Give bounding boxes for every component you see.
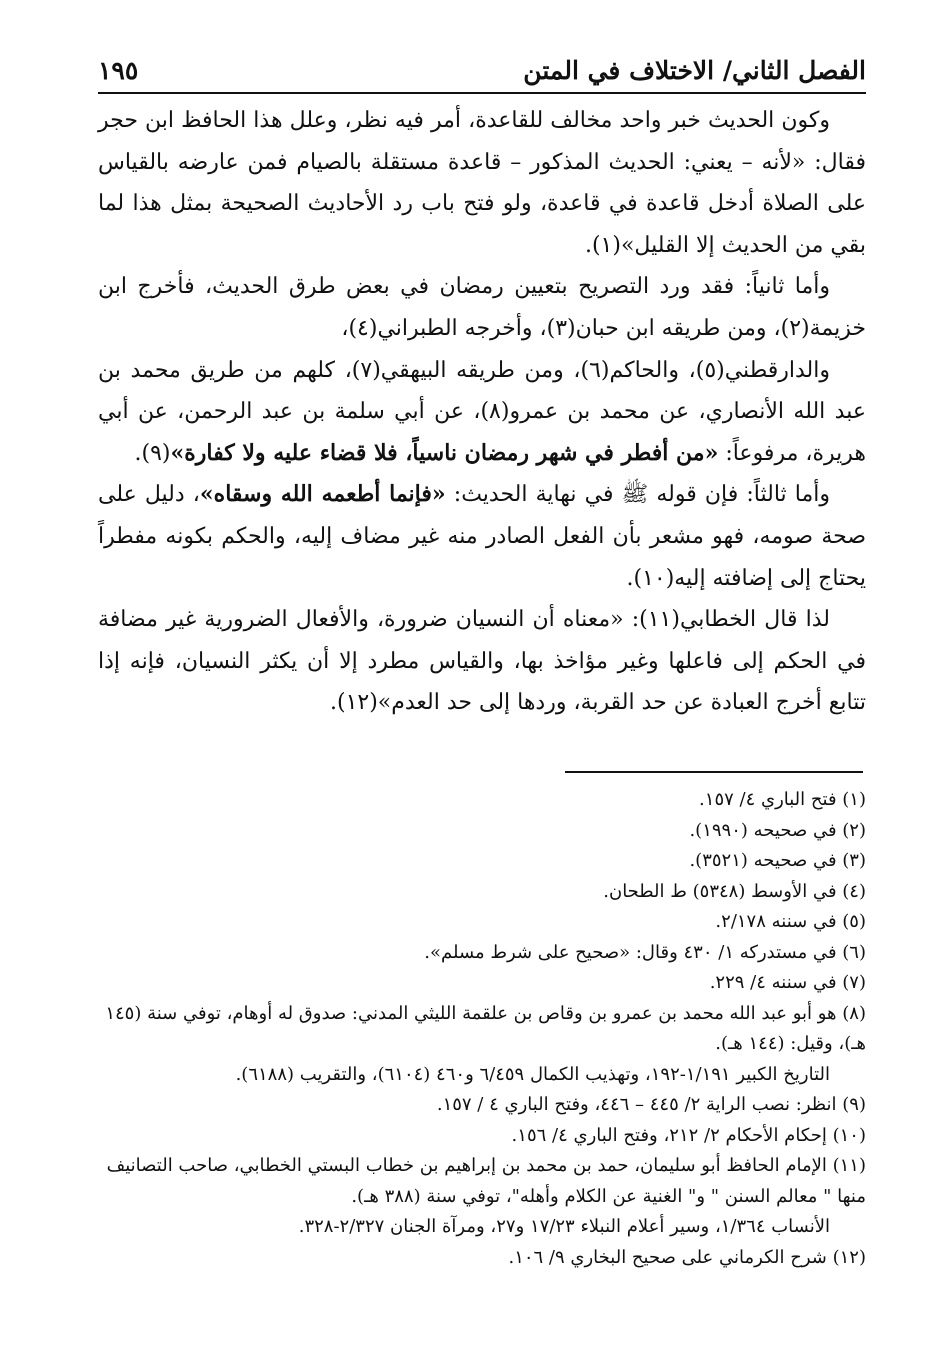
paragraph-4 [98, 474, 866, 599]
running-header [98, 52, 866, 94]
hadith-quote-2: «فإنما أطعمه الله وسقاه» [199, 481, 446, 508]
page-number: ١٩٥ [98, 56, 139, 85]
footnote-9: (٩) انظر: نصب الراية ٢/ ٤٤٥ – ٤٤٦، وفتح الباري ٤ / ١٥٧. [436, 1094, 866, 1115]
footnote-5: (٥) في سننه ٢/١٧٨. [715, 911, 866, 932]
footnote-6: (٦) في مستدركه ١/ ٤٣٠ وقال: «صحيح على شرط مسلم». [424, 941, 866, 963]
footnote-8: (٨) هو أبو عبد الله محمد بن عمرو بن وقاص بن علقمة الليثي المدني: صدوق له أوهام، توفي سنة (١٤٥ هـ)، وقيل: (١٤٤ هـ). [105, 1002, 866, 1054]
paragraph-4-rest: ، دليل على صحة صومه، فهو مشعر بأن الفعل الصادر منه غير مضاف إليه، والحكم بكونه مفطراً يحتاج إلى إضافته إليه(١٠). [98, 482, 866, 591]
footnotes [92, 785, 866, 1273]
paragraph-3-text: والدارقطني(٥)، والحاكم(٦)، ومن طريقه البيهقي(٧)، كلهم من طريق محمد بن عبد الله الأنصاري، عن محمد بن عمرو(٨)، عن أبي سلمة بن عبد الرحمن، عن أبي هريرة، مرفوعاً: [98, 357, 866, 466]
footnote-10: (١٠) إحكام الأحكام ٢/ ٢١٢، وفتح الباري ٤/ ١٥٦. [511, 1124, 866, 1146]
footnote-4: (٤) في الأوسط (٥٣٤٨) ط الطحان. [603, 880, 866, 902]
footnote-8-sources: التاريخ الكبير ١/١٩١-١٩٢، وتهذيب الكمال ٦/٤٥٩ و٤٦٠ (٦١٠٤)، والتقريب (٦١٨٨). [235, 1063, 830, 1085]
footnote-11: (١١) الإمام الحافظ أبو سليمان، حمد بن محمد بن إبراهيم بن خطاب البستي الخطابي، صاحب التصانيف منها " معالم السنن " و" الغنية عن الكلام وأهله"، توفي سنة (٣٨٨ هـ). [106, 1155, 866, 1207]
chapter-title: الفصل الثاني/ الاختلاف في المتن [523, 56, 866, 85]
main-text [98, 100, 866, 724]
paragraph-3-ref: (٩). [134, 440, 171, 466]
footnote-1: (١) فتح الباري ٤/ ١٥٧. [699, 789, 866, 810]
paragraph-5: لذا قال الخطابي(١١): «معناه أن النسيان ضرورة، والأفعال الضرورية غير مضافة في الحكم إلى فاعلها وغير مؤاخذ بها، والقياس مطرد إلا أن يكثر النسيان، فإنه إذا تتابع أخرج العبادة عن حد القربة، وردها إلى حد العدم»(١٢). [98, 607, 866, 716]
footnote-separator [565, 771, 863, 773]
footnote-2: (٢) في صحيحه (١٩٩٠). [689, 819, 866, 841]
footnote-7: (٧) في سننه ٤/ ٢٢٩. [709, 972, 866, 993]
hadith-quote: «من أفطر في شهر رمضان ناسياً، فلا قضاء عليه ولا كفارة» [170, 439, 719, 466]
paragraph-1: وكون الحديث خبر واحد مخالف للقاعدة، أمر فيه نظر، وعلل هذا الحافظ ابن حجر فقال: «لأنه – يعني: الحديث المذكور – قاعدة مستقلة بالصيام فمن عارضه بالقياس على الصلاة أدخل قاعدة في قاعدة، ولو فتح باب رد الأحاديث الصحيحة بمثل هذا لما بقي من الحديث إلا القليل»(١). [98, 108, 866, 258]
paragraph-4-text: وأما ثالثاً: فإن قوله ﷺ في نهاية الحديث: [445, 482, 830, 508]
footnote-11-sources: الأنساب ١/٣٦٤، وسير أعلام النبلاء ١٧/٢٣ و٢٧، ومرآة الجنان ٢/٣٢٧-٣٢٨. [298, 1216, 830, 1237]
footnote-12: (١٢) شرح الكرماني على صحيح البخاري ٩/ ١٠٦. [508, 1246, 866, 1268]
footnote-3: (٣) في صحيحه (٣٥٢١). [689, 850, 866, 871]
paragraph-3 [98, 350, 866, 475]
paragraph-2: وأما ثانياً: فقد ورد التصريح بتعيين رمضان في بعض طرق الحديث، فأخرج ابن خزيمة(٢)، ومن طريقه ابن حبان(٣)، وأخرجه الطبراني(٤)، [98, 274, 866, 341]
